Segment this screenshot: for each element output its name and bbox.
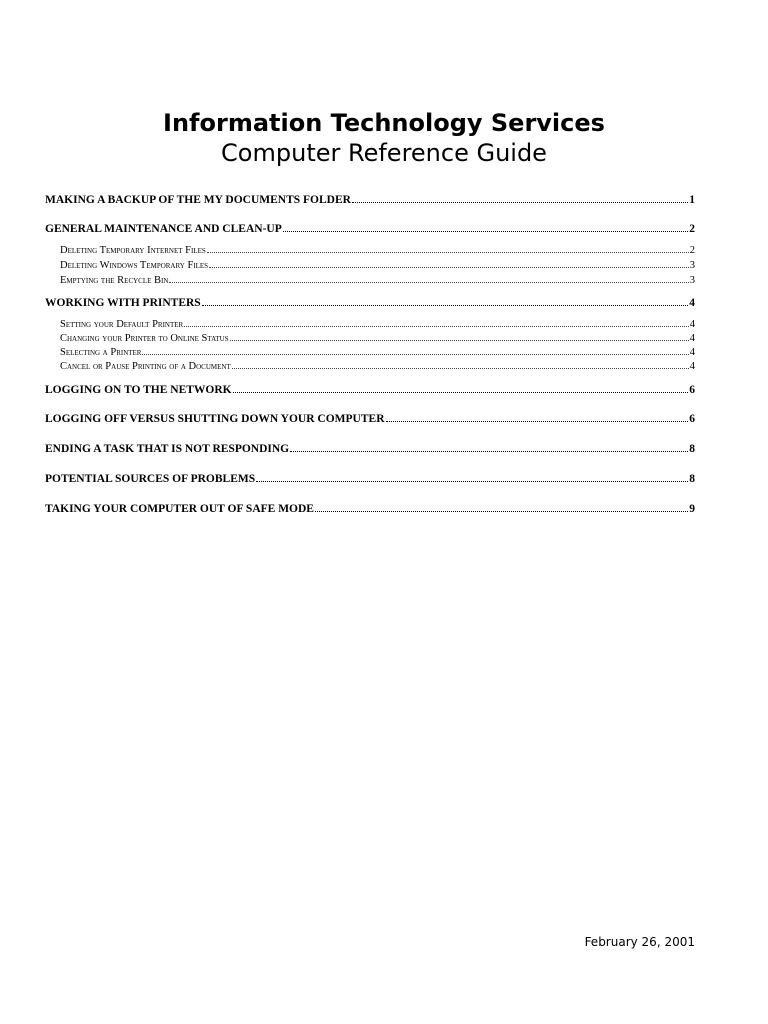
toc-entry-title: ENDING A TASK THAT IS NOT RESPONDING	[45, 443, 290, 455]
toc-entry-title: TAKING YOUR COMPUTER OUT OF SAFE MODE	[45, 503, 314, 515]
toc-entry-title: LOGGING ON TO THE NETWORK	[45, 384, 232, 396]
toc-subentry[interactable]	[45, 318, 695, 331]
toc-entry[interactable]	[45, 502, 695, 516]
toc-page-number: 8	[689, 443, 695, 455]
toc-page-number: 1	[689, 194, 695, 206]
toc-leader-dots	[283, 230, 689, 232]
toc-entry[interactable]	[45, 383, 695, 397]
toc-page-number: 2	[689, 245, 695, 256]
toc-leader-dots	[386, 420, 689, 422]
toc-entry-title: LOGGING OFF VERSUS SHUTTING DOWN YOUR COMPUTER	[45, 413, 385, 425]
toc-page-number: 9	[689, 503, 695, 515]
toc-leader-dots	[202, 304, 689, 306]
toc-entry-title: MAKING A BACKUP OF THE MY DOCUMENTS FOLDER	[45, 194, 351, 206]
toc-page-number: 2	[689, 223, 695, 235]
toc-leader-dots	[230, 339, 689, 341]
toc-entry[interactable]	[45, 412, 695, 426]
toc-subentry[interactable]	[45, 360, 695, 373]
toc-leader-dots	[290, 450, 688, 452]
toc-page-number: 3	[689, 275, 695, 286]
toc-entry-title: Emptying the Recycle Bin	[60, 275, 169, 286]
toc-entry-title: POTENTIAL SOURCES OF PROBLEMS	[45, 473, 256, 485]
toc-page-number: 4	[689, 297, 695, 309]
page-subtitle: Computer Reference Guide	[221, 139, 547, 167]
toc-subentry[interactable]	[45, 346, 695, 359]
toc-leader-dots	[142, 353, 688, 355]
toc-entry[interactable]	[45, 442, 695, 456]
toc-entry[interactable]	[45, 222, 695, 236]
toc-page-number: 3	[689, 260, 695, 271]
toc-subentry[interactable]	[45, 244, 695, 257]
toc-leader-dots	[256, 480, 688, 482]
toc-entry-title: Deleting Windows Temporary Files	[60, 260, 209, 271]
toc-entry-title: Cancel or Pause Printing of a Document	[60, 361, 231, 372]
toc-entry[interactable]	[45, 193, 695, 207]
toc-page-number: 4	[689, 361, 695, 372]
toc-leader-dots	[315, 510, 688, 512]
toc-page-number: 4	[689, 333, 695, 344]
page-title: Information Technology Services	[163, 109, 605, 137]
toc-subentry[interactable]	[45, 332, 695, 345]
toc-page-number: 6	[689, 413, 695, 425]
toc-entry-title: GENERAL MAINTENANCE AND CLEAN-UP	[45, 223, 282, 235]
toc-entry-title: Setting your Default Printer	[60, 319, 184, 330]
toc-leader-dots	[184, 325, 689, 327]
toc-leader-dots	[232, 367, 689, 369]
toc-entry-title: WORKING WITH PRINTERS	[45, 297, 201, 309]
toc-entry[interactable]	[45, 472, 695, 486]
document-date: February 26, 2001	[584, 935, 695, 949]
toc-page-number: 6	[689, 384, 695, 396]
toc-entry[interactable]	[45, 296, 695, 310]
toc-leader-dots	[207, 251, 689, 253]
toc-leader-dots	[352, 201, 688, 203]
toc-page-number: 4	[689, 319, 695, 330]
toc-subentry[interactable]	[45, 259, 695, 272]
toc-entry-title: Changing your Printer to Online Status	[60, 333, 229, 344]
toc-leader-dots	[209, 266, 689, 268]
toc-entry-title: Selecting a Printer	[60, 347, 142, 358]
toc-subentry[interactable]	[45, 274, 695, 287]
toc-page-number: 4	[689, 347, 695, 358]
toc-page-number: 8	[689, 473, 695, 485]
toc-leader-dots	[169, 281, 688, 283]
toc-entry-title: Deleting Temporary Internet Files	[60, 245, 206, 256]
toc-leader-dots	[233, 391, 689, 393]
